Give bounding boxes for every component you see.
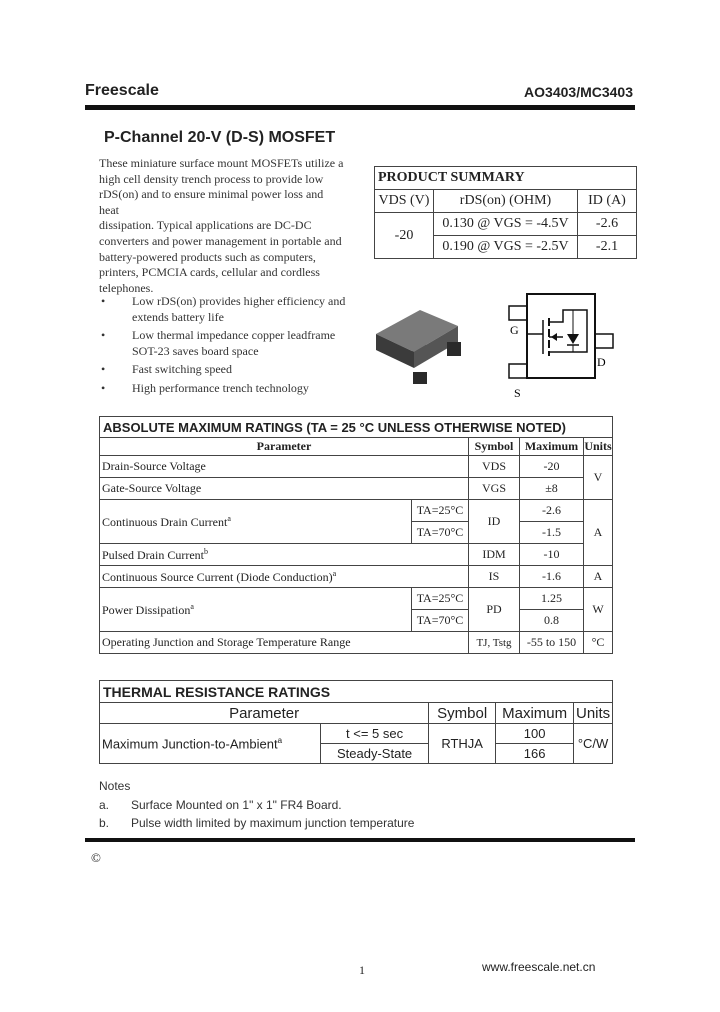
- amr-footnote-ref: a: [190, 601, 194, 611]
- amr-param: Operating Junction and Storage Temperature Range: [100, 632, 469, 654]
- trr-col-units: Units: [574, 703, 613, 724]
- amr-title: ABSOLUTE MAXIMUM RATINGS (TA = 25 °C UNLESS OTHERWISE NOTED): [100, 417, 613, 438]
- ps-col-rds: rDS(on) (OHM): [434, 190, 578, 213]
- trr-col-parameter: Parameter: [100, 703, 429, 724]
- amr-max: -20: [520, 456, 584, 478]
- description-line: dissipation. Typical applications are DC-DC: [99, 218, 312, 233]
- amr-symbol: VDS: [469, 456, 520, 478]
- product-summary-title: PRODUCT SUMMARY: [375, 167, 637, 190]
- part-number: AO3403/MC3403: [524, 84, 633, 100]
- feature-list: [99, 294, 349, 399]
- absolute-max-ratings-table: [99, 416, 613, 654]
- notes-heading: Notes: [99, 779, 131, 793]
- amr-symbol: IS: [469, 566, 520, 588]
- description-line: printers, PCMCIA cards, cellular and cordless: [99, 265, 320, 280]
- amr-param-cell: [100, 500, 412, 544]
- ps-col-vds: VDS (V): [375, 190, 434, 213]
- source-pin: [509, 364, 527, 378]
- description-line: These miniature surface mount MOSFETs utilize a: [99, 156, 344, 170]
- trr-footnote-ref: a: [277, 735, 283, 745]
- amr-param-cell: [100, 588, 412, 632]
- trr-col-symbol: Symbol: [429, 703, 496, 724]
- amr-unit: °C: [584, 632, 613, 654]
- note-text: Pulse width limited by maximum junction temperature: [131, 816, 415, 830]
- amr-max: -55 to 150: [520, 632, 584, 654]
- gate-label: G: [510, 323, 519, 337]
- amr-param: Continuous Drain Current: [102, 514, 228, 529]
- description-line: converters and power management in portable and: [99, 233, 342, 248]
- amr-max: ±8: [520, 478, 584, 500]
- trr-condition: t <= 5 sec: [321, 724, 429, 744]
- trr-max: 166: [496, 744, 574, 764]
- page-title: P-Channel 20-V (D-S) MOSFET: [104, 129, 336, 146]
- note-item: [99, 796, 414, 815]
- amr-col-maximum: Maximum: [520, 438, 584, 456]
- body-arrow: [551, 333, 557, 341]
- amr-max: -2.6: [520, 500, 584, 522]
- package-lead: [447, 342, 461, 356]
- amr-max: 0.8: [520, 610, 584, 632]
- gate-pin: [509, 306, 527, 320]
- trr-unit: °C/W: [574, 724, 613, 764]
- ps-vds-value: -20: [375, 213, 434, 259]
- description: [99, 156, 345, 296]
- description-line: rDS(on) and to ensure minimal power loss and heat: [99, 187, 324, 217]
- amr-footnote-ref: b: [203, 546, 208, 556]
- amr-symbol: PD: [469, 588, 520, 632]
- trr-param: Maximum Junction-to-Ambient: [102, 736, 278, 752]
- ps-id-value: -2.1: [578, 236, 637, 259]
- footer-rule: [85, 838, 635, 842]
- sot23-package-image: [368, 296, 468, 391]
- note-text: Surface Mounted on 1" x 1" FR4 Board.: [131, 797, 342, 812]
- amr-param-cell: [100, 566, 469, 588]
- ps-rds-value: 0.190 @ VGS = -2.5V: [434, 236, 578, 259]
- trr-param-cell: [100, 724, 321, 764]
- amr-symbol: VGS: [469, 478, 520, 500]
- description-line: high cell density trench process to provide low: [99, 171, 324, 186]
- amr-symbol: IDM: [469, 544, 520, 566]
- note-label: b.: [99, 816, 110, 830]
- amr-condition: TA=70°C: [412, 522, 469, 544]
- ps-col-id: ID (A): [578, 190, 637, 213]
- amr-unit: V: [584, 456, 613, 500]
- amr-param-cell: [100, 544, 469, 566]
- amr-param: Continuous Source Current (Diode Conduction): [102, 569, 333, 584]
- source-label: S: [514, 386, 521, 400]
- schematic-outline: [527, 294, 595, 378]
- amr-condition: TA=25°C: [412, 500, 469, 522]
- amr-unit: A: [584, 500, 613, 566]
- mosfet-schematic: [505, 290, 620, 400]
- trr-symbol: RTHJA: [429, 724, 496, 764]
- description-line: telephones.: [99, 280, 154, 295]
- trr-col-maximum: Maximum: [496, 703, 574, 724]
- feature-item: • Low rDS(on) provides higher efficiency and extends battery life: [99, 294, 349, 325]
- thermal-resistance-table: [99, 680, 613, 764]
- brand-name: Freescale: [85, 82, 159, 99]
- trr-title: THERMAL RESISTANCE RATINGS: [100, 681, 613, 703]
- header-rule: [85, 105, 635, 110]
- amr-max: -10: [520, 544, 584, 566]
- drain-label: D: [597, 355, 606, 369]
- feature-item: • High performance trench technology: [99, 381, 349, 397]
- amr-footnote-ref: a: [227, 513, 231, 523]
- page-number: 1: [359, 963, 365, 977]
- amr-condition: TA=25°C: [412, 588, 469, 610]
- ps-rds-value: 0.130 @ VGS = -4.5V: [434, 213, 578, 236]
- amr-param: Power Dissipation: [102, 602, 191, 617]
- amr-symbol: ID: [469, 500, 520, 544]
- copyright-symbol: ©: [91, 850, 101, 865]
- note-item: [99, 814, 414, 833]
- ps-id-value: -2.6: [578, 213, 637, 236]
- amr-max: -1.6: [520, 566, 584, 588]
- amr-unit: W: [584, 588, 613, 632]
- feature-item: • Fast switching speed: [99, 362, 349, 378]
- amr-param: Pulsed Drain Current: [102, 547, 204, 562]
- amr-condition: TA=70°C: [412, 610, 469, 632]
- feature-item: • Low thermal impedance copper leadframe SOT-23 saves board space: [99, 328, 349, 359]
- amr-param: Drain-Source Voltage: [100, 456, 469, 478]
- trr-max: 100: [496, 724, 574, 744]
- amr-max: 1.25: [520, 588, 584, 610]
- body-diode: [567, 334, 579, 344]
- amr-footnote-ref: a: [332, 568, 337, 578]
- website-url: www.freescale.net.cn: [482, 960, 596, 974]
- amr-symbol: TJ, Tstg: [469, 632, 520, 654]
- amr-col-symbol: Symbol: [469, 438, 520, 456]
- trr-condition: Steady-State: [321, 744, 429, 764]
- description-line: battery-powered products such as computers,: [99, 249, 316, 264]
- amr-param: Gate-Source Voltage: [100, 478, 469, 500]
- drain-pin: [595, 334, 613, 348]
- product-summary-table: [374, 166, 637, 259]
- amr-col-parameter: Parameter: [100, 438, 469, 456]
- notes: [99, 777, 414, 833]
- amr-col-units: Units: [584, 438, 613, 456]
- amr-max: -1.5: [520, 522, 584, 544]
- package-lead: [413, 372, 427, 384]
- note-label: a.: [99, 797, 110, 812]
- amr-unit: A: [584, 566, 613, 588]
